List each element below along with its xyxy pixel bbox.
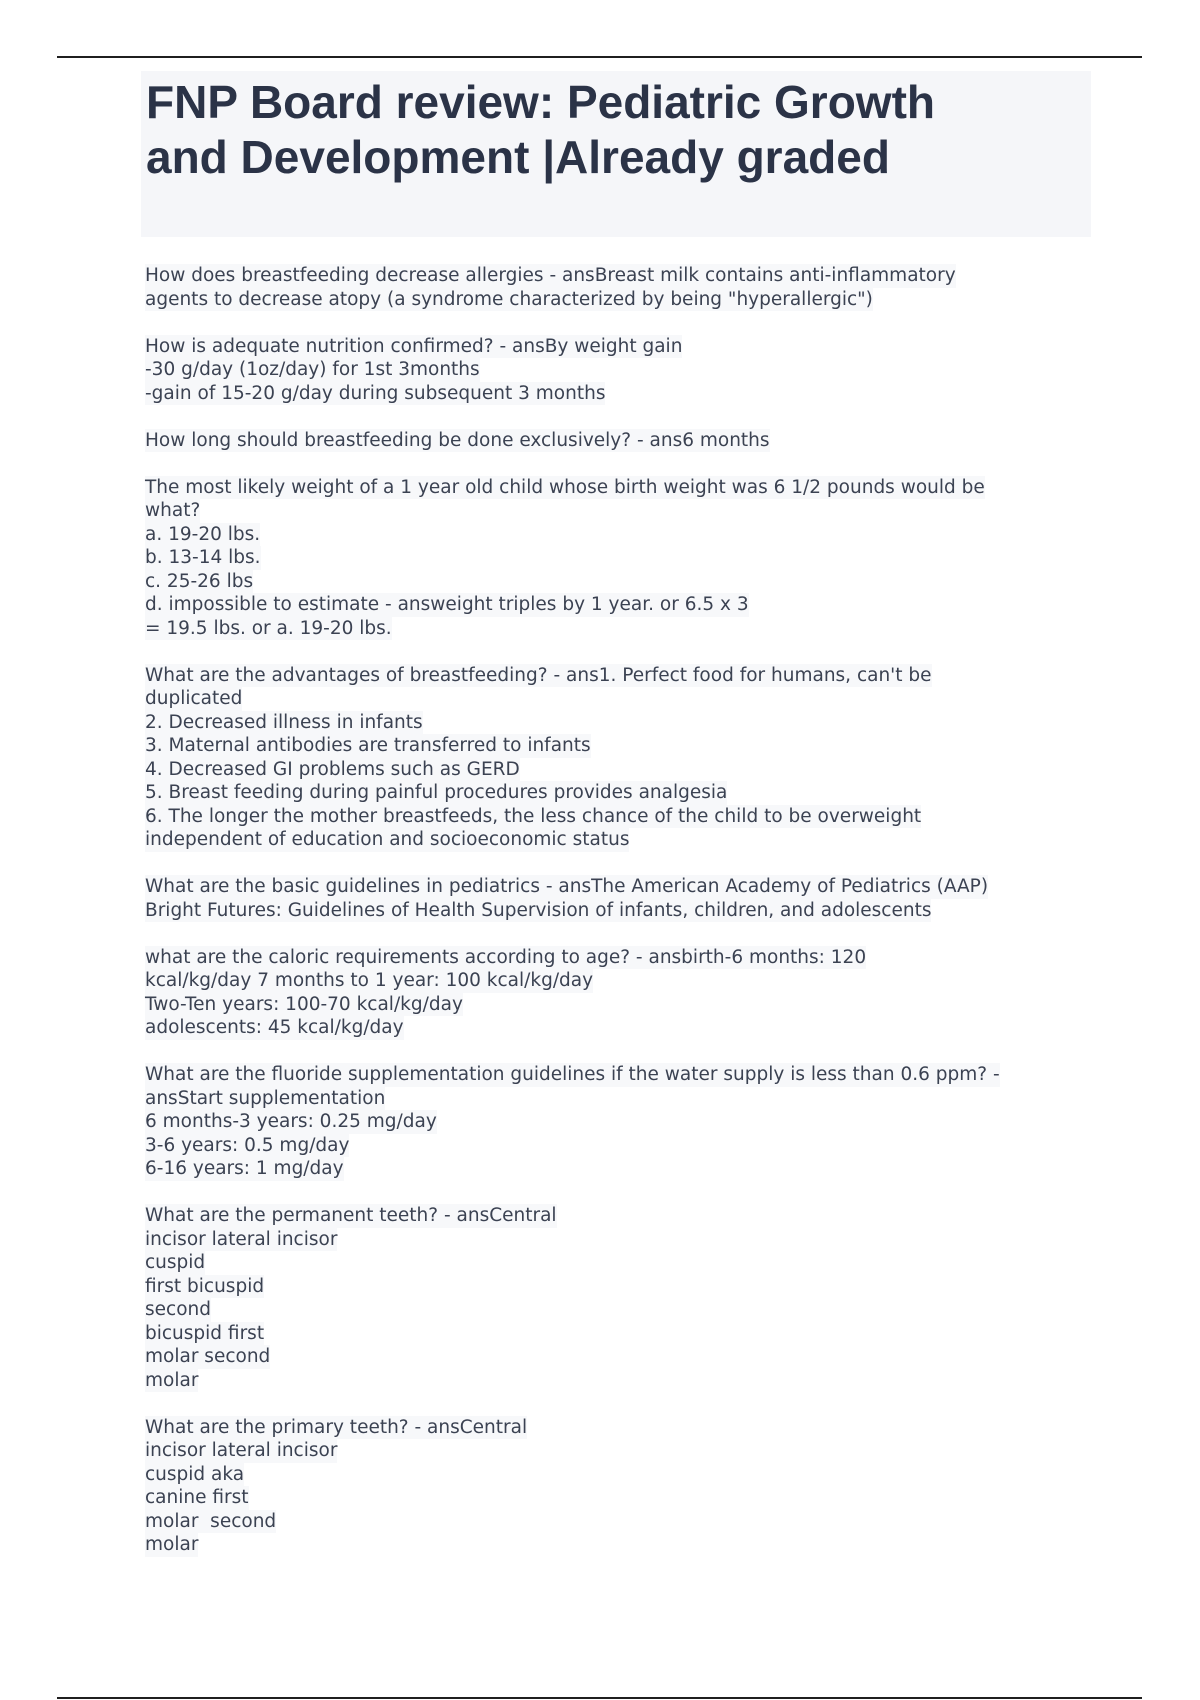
qa-line <box>145 264 1085 288</box>
qa-line-text: 2. Decreased illness in infants <box>145 711 423 733</box>
qa-line-text: The most likely weight of a 1 year old child whose birth weight was 6 1/2 pounds would be <box>145 476 985 498</box>
page-title-line-1: FNP Board review: Pediatric Growth <box>146 76 936 128</box>
qa-item <box>145 476 1085 641</box>
qa-line <box>145 734 1085 758</box>
qa-line <box>145 429 1085 453</box>
qa-line <box>145 476 1085 500</box>
qa-item <box>145 264 1085 311</box>
qa-line-text: molar second <box>145 1346 271 1367</box>
qa-line-text: What are the permanent teeth? - ansCentral <box>145 1205 557 1226</box>
qa-line <box>145 805 1085 829</box>
qa-line-text: what are the caloric requirements according to age? - ansbirth-6 months: 120 <box>145 946 867 968</box>
qa-line-text: 6 months-3 years: 0.25 mg/day <box>145 1111 437 1132</box>
qa-line-text: What are the basic guidelines in pediatrics - ansThe American Academy of Pediatrics (AAP) <box>145 876 989 897</box>
qa-line <box>145 499 1085 523</box>
qa-line <box>145 1204 1085 1228</box>
qa-line <box>145 969 1085 993</box>
title-block <box>141 71 1091 237</box>
qa-line <box>145 1345 1085 1369</box>
qa-item <box>145 946 1085 1040</box>
qa-line <box>145 1134 1085 1158</box>
top-rule <box>57 56 1142 58</box>
qa-line <box>145 546 1085 570</box>
qa-line <box>145 1063 1085 1087</box>
qa-line-text: incisor lateral incisor <box>145 1440 338 1461</box>
qa-line <box>145 1322 1085 1346</box>
qa-item <box>145 335 1085 406</box>
page-title <box>141 71 1091 185</box>
qa-line <box>145 1533 1085 1557</box>
qa-line-text: d. impossible to estimate - answeight triples by 1 year. or 6.5 x 3 <box>145 594 749 615</box>
qa-line-text: How long should breastfeeding be done exclusively? - ans6 months <box>145 429 770 451</box>
qa-item <box>145 1416 1085 1557</box>
qa-line <box>145 899 1085 923</box>
qa-line <box>145 382 1085 406</box>
qa-line-text: second <box>145 1299 211 1320</box>
qa-line-text: incisor lateral incisor <box>145 1228 338 1250</box>
qa-line-text: = 19.5 lbs. or a. 19-20 lbs. <box>145 617 392 639</box>
qa-line-text: canine first <box>145 1487 249 1508</box>
qa-line-text: What are the fluoride supplementation guidelines if the water supply is less than 0.6 ppm? - <box>145 1064 1000 1085</box>
qa-line-text: molar <box>145 1534 199 1555</box>
qa-line <box>145 1110 1085 1134</box>
qa-item <box>145 429 1085 453</box>
qa-line-text: 5. Breast feeding during painful procedures provides analgesia <box>145 782 728 803</box>
qa-line <box>145 358 1085 382</box>
qa-line <box>145 1439 1085 1463</box>
qa-line-text: bicuspid first <box>145 1322 265 1344</box>
qa-list <box>145 264 1085 1580</box>
qa-line <box>145 1087 1085 1111</box>
qa-line <box>145 523 1085 547</box>
qa-line-text: kcal/kg/day 7 months to 1 year: 100 kcal/kg/day <box>145 970 594 991</box>
qa-line <box>145 687 1085 711</box>
qa-line-text: Two-Ten years: 100-70 kcal/kg/day <box>145 993 463 1015</box>
qa-line-text: Bright Futures: Guidelines of Health Supervision of infants, children, and adolescents <box>145 899 932 921</box>
qa-line <box>145 1486 1085 1510</box>
qa-line-text: 3-6 years: 0.5 mg/day <box>145 1134 350 1156</box>
qa-line-text: duplicated <box>145 688 243 709</box>
qa-line <box>145 875 1085 899</box>
qa-item <box>145 1204 1085 1392</box>
qa-line-text: What are the primary teeth? - ansCentral <box>145 1416 528 1438</box>
qa-item <box>145 1063 1085 1181</box>
qa-line-text: How does breastfeeding decrease allergies - ansBreast milk contains anti-inflammatory <box>145 265 956 286</box>
qa-line <box>145 570 1085 594</box>
qa-line-text: agents to decrease atopy (a syndrome characterized by being "hyperallergic") <box>145 288 873 310</box>
qa-line-text: a. 19-20 lbs. <box>145 523 261 545</box>
qa-line <box>145 1228 1085 1252</box>
qa-line-text: molar second <box>145 1510 277 1532</box>
qa-line <box>145 993 1085 1017</box>
qa-line-text: cuspid <box>145 1252 206 1273</box>
qa-line <box>145 1463 1085 1487</box>
qa-line <box>145 288 1085 312</box>
qa-line <box>145 1251 1085 1275</box>
qa-line <box>145 1157 1085 1181</box>
qa-line <box>145 617 1085 641</box>
qa-line <box>145 1298 1085 1322</box>
qa-line-text: molar <box>145 1369 199 1391</box>
qa-line <box>145 711 1085 735</box>
qa-line <box>145 1416 1085 1440</box>
qa-line <box>145 593 1085 617</box>
qa-line-text: independent of education and socioeconomic status <box>145 829 630 850</box>
qa-line-text: 6-16 years: 1 mg/day <box>145 1158 344 1179</box>
qa-line-text: c. 25-26 lbs <box>145 570 254 592</box>
qa-line-text: -gain of 15-20 g/day during subsequent 3 months <box>145 382 606 404</box>
page-title-line-2: and Development |Already graded <box>146 131 890 183</box>
qa-line-text: ansStart supplementation <box>145 1087 386 1109</box>
qa-line-text: -30 g/day (1oz/day) for 1st 3months <box>145 359 480 380</box>
qa-line <box>145 781 1085 805</box>
qa-line-text: what? <box>145 500 201 521</box>
qa-line-text: cuspid aka <box>145 1463 245 1485</box>
qa-line-text: 6. The longer the mother breastfeeds, the less chance of the child to be overweight <box>145 805 922 827</box>
qa-item <box>145 664 1085 852</box>
qa-line-text: b. 13-14 lbs. <box>145 547 261 568</box>
qa-line-text: adolescents: 45 kcal/kg/day <box>145 1017 404 1038</box>
qa-line <box>145 664 1085 688</box>
qa-item <box>145 875 1085 922</box>
qa-line <box>145 1369 1085 1393</box>
qa-line <box>145 1510 1085 1534</box>
qa-line-text: What are the advantages of breastfeeding? - ans1. Perfect food for humans, can't be <box>145 664 932 686</box>
qa-line-text: 4. Decreased GI problems such as GERD <box>145 758 520 780</box>
bottom-rule <box>57 1697 1142 1699</box>
qa-line <box>145 1016 1085 1040</box>
qa-line <box>145 828 1085 852</box>
qa-line <box>145 758 1085 782</box>
qa-line <box>145 335 1085 359</box>
qa-line-text: 3. Maternal antibodies are transferred to infants <box>145 735 591 756</box>
qa-line-text: How is adequate nutrition confirmed? - ansBy weight gain <box>145 335 683 357</box>
qa-line-text: first bicuspid <box>145 1275 265 1297</box>
qa-line <box>145 946 1085 970</box>
qa-line <box>145 1275 1085 1299</box>
